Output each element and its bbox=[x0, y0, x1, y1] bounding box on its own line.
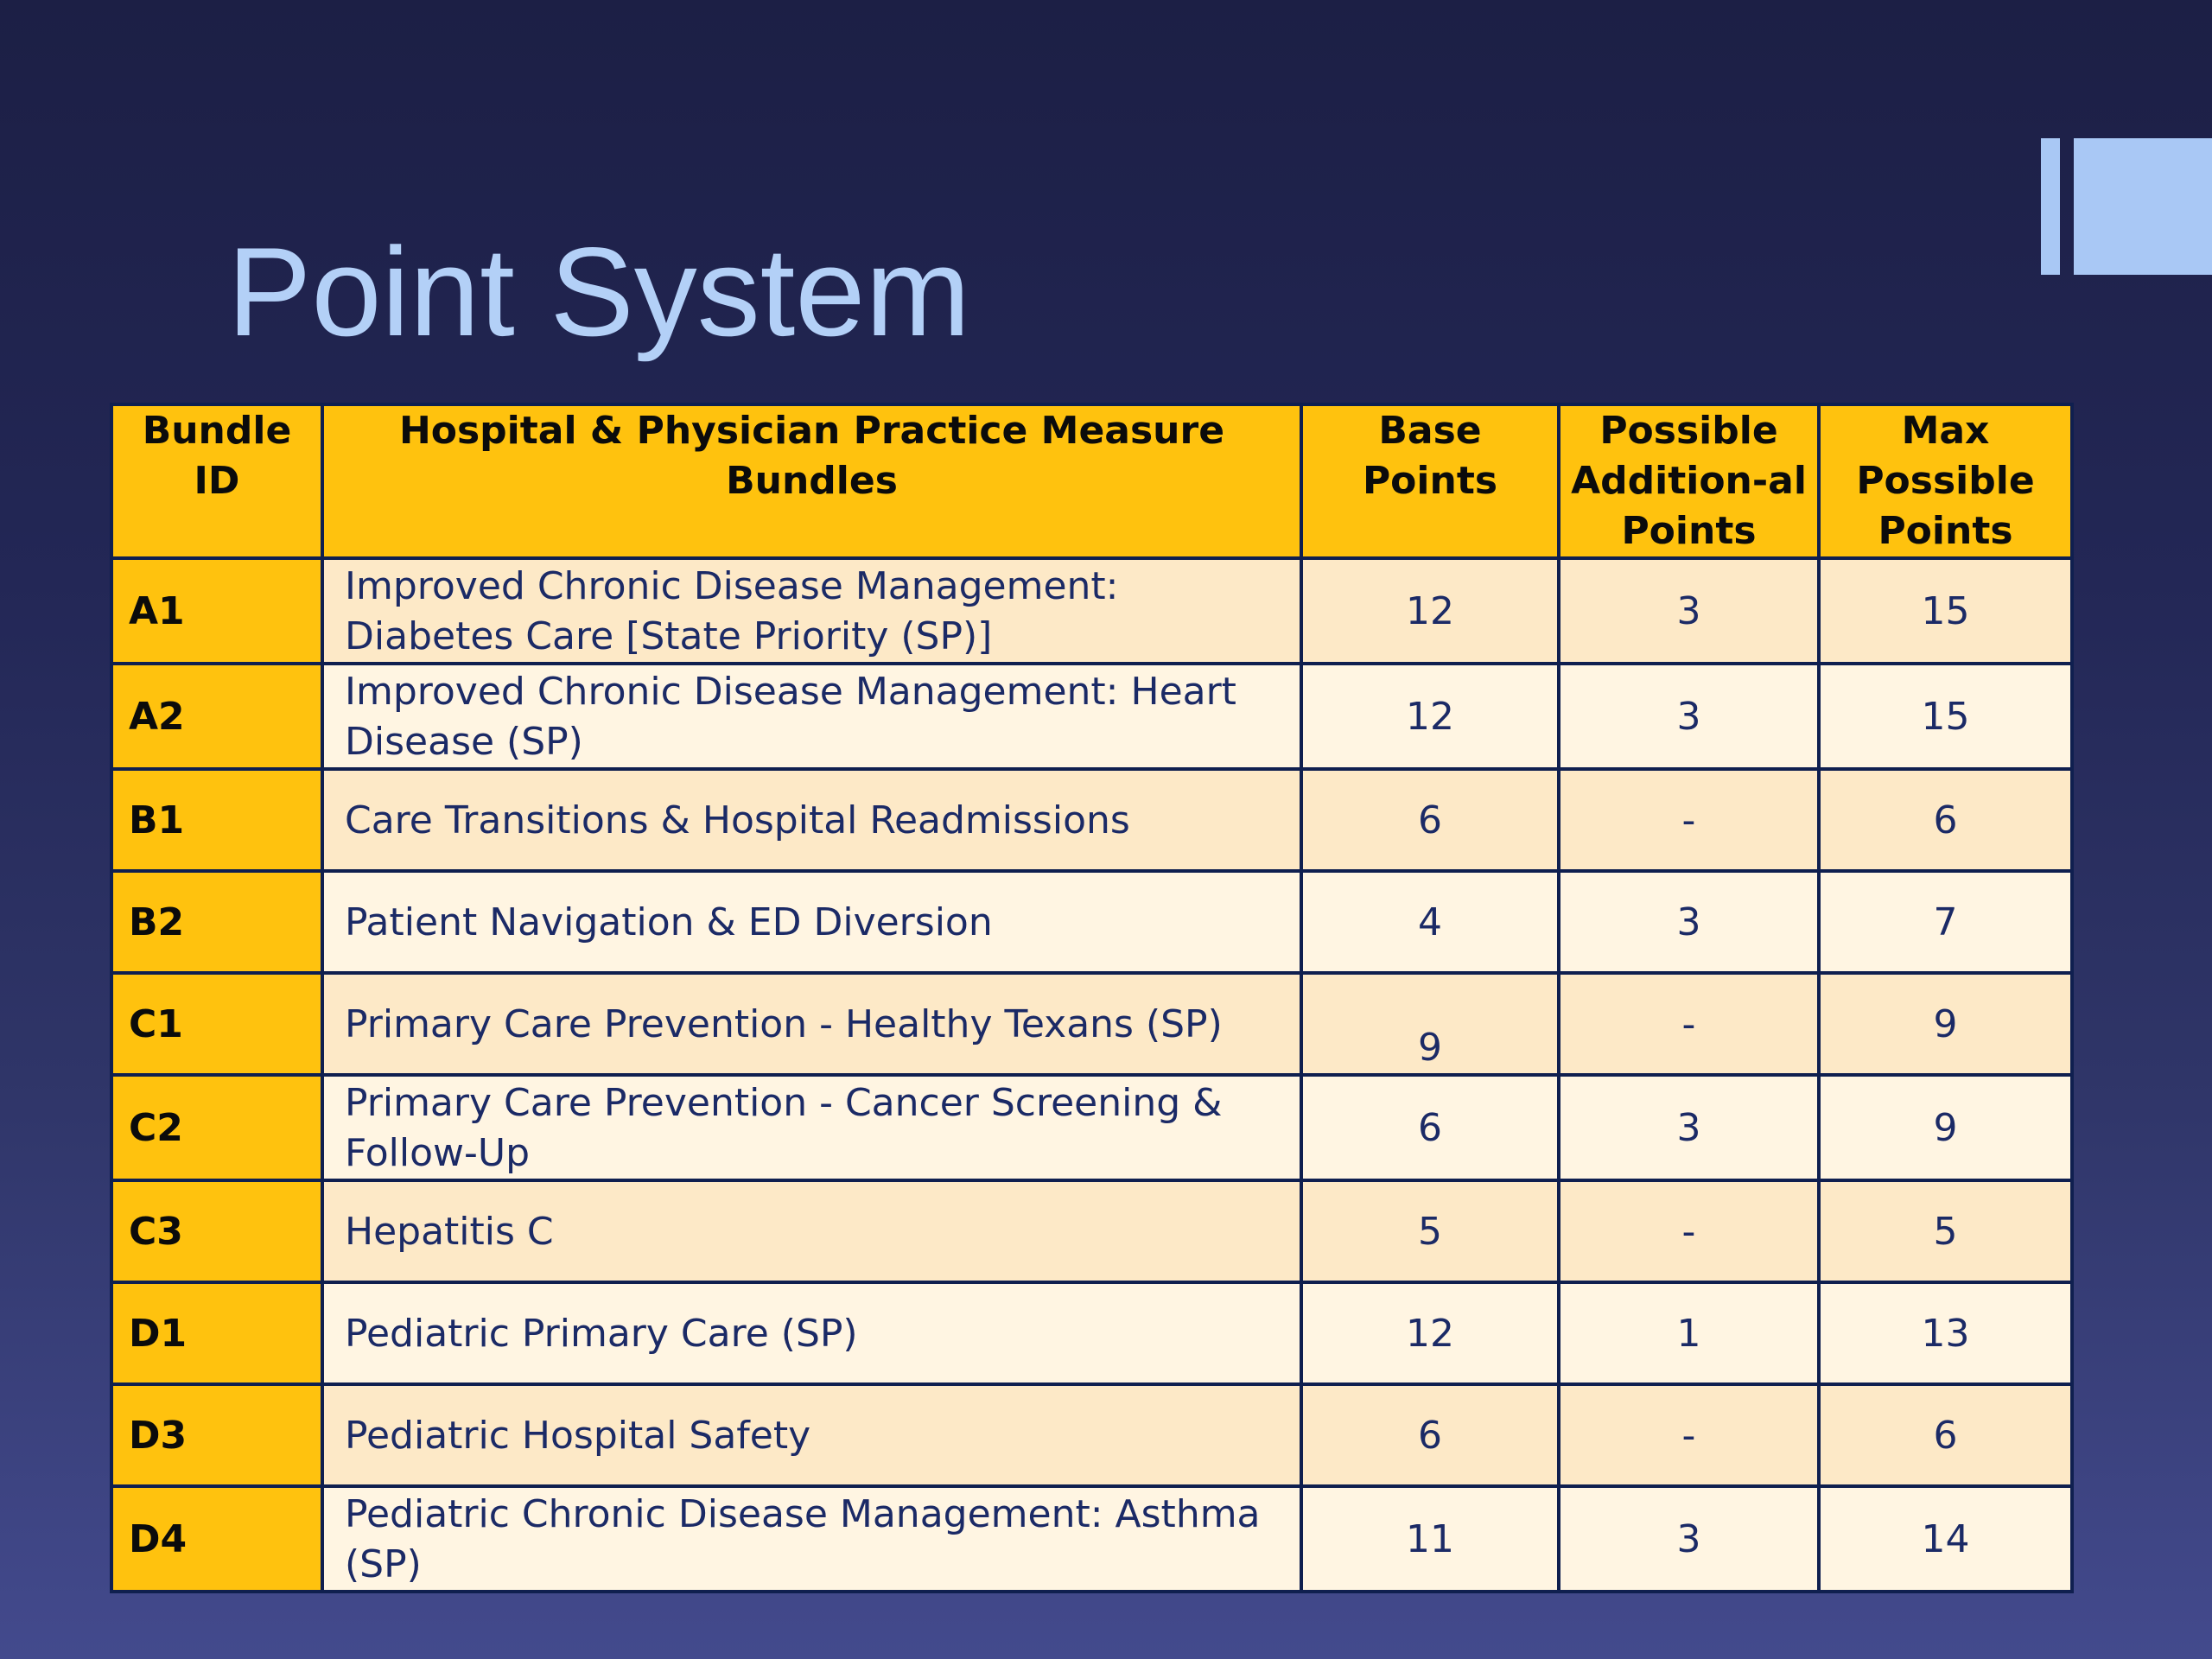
bundle-id-cell: A2 bbox=[111, 664, 322, 769]
bundle-name-cell: Care Transitions & Hospital Readmissions bbox=[322, 769, 1301, 871]
table-row bbox=[111, 769, 2072, 871]
table-row bbox=[111, 1180, 2072, 1282]
base-points-cell: 12 bbox=[1301, 558, 1559, 664]
additional-points-cell: 3 bbox=[1559, 1075, 1819, 1180]
header-base-points: Base Points bbox=[1301, 404, 1559, 558]
bundle-id-cell: C1 bbox=[111, 973, 322, 1075]
table-row bbox=[111, 871, 2072, 973]
additional-points-cell: 3 bbox=[1559, 558, 1819, 664]
additional-points-cell: 1 bbox=[1559, 1282, 1819, 1384]
base-points-cell: 5 bbox=[1301, 1180, 1559, 1282]
max-points-cell: 15 bbox=[1819, 664, 2072, 769]
max-points-cell: 14 bbox=[1819, 1486, 2072, 1592]
base-points-cell: 4 bbox=[1301, 871, 1559, 973]
bundle-id-cell: B1 bbox=[111, 769, 322, 871]
bundle-id-cell: D1 bbox=[111, 1282, 322, 1384]
table-row bbox=[111, 1282, 2072, 1384]
base-points-cell: 6 bbox=[1301, 1075, 1559, 1180]
bundle-name-cell: Pediatric Chronic Disease Management: Asthma (SP) bbox=[322, 1486, 1301, 1592]
additional-points-cell: 3 bbox=[1559, 871, 1819, 973]
additional-points-cell: 3 bbox=[1559, 664, 1819, 769]
base-points-cell: 11 bbox=[1301, 1486, 1559, 1592]
base-points-cell: 9 bbox=[1301, 973, 1559, 1075]
table-row bbox=[111, 558, 2072, 664]
base-points-cell: 12 bbox=[1301, 1282, 1559, 1384]
header-additional-points: Possible Addition-al Points bbox=[1559, 404, 1819, 558]
bundle-name-cell: Pediatric Hospital Safety bbox=[322, 1384, 1301, 1486]
decorative-accent-block bbox=[2074, 138, 2212, 275]
max-points-cell: 7 bbox=[1819, 871, 2072, 973]
header-bundle-id: Bundle ID bbox=[111, 404, 322, 558]
max-points-cell: 13 bbox=[1819, 1282, 2072, 1384]
bundle-id-cell: C3 bbox=[111, 1180, 322, 1282]
bundle-id-cell: A1 bbox=[111, 558, 322, 664]
bundle-id-cell: B2 bbox=[111, 871, 322, 973]
additional-points-cell: - bbox=[1559, 1180, 1819, 1282]
table-row bbox=[111, 1075, 2072, 1180]
bundle-name-cell: Improved Chronic Disease Management: Heart Disease (SP) bbox=[322, 664, 1301, 769]
bundle-name-cell: Primary Care Prevention - Healthy Texans (SP) bbox=[322, 973, 1301, 1075]
table-header-row bbox=[111, 404, 2072, 558]
bundle-name-cell: Patient Navigation & ED Diversion bbox=[322, 871, 1301, 973]
bundle-name-cell: Hepatitis C bbox=[322, 1180, 1301, 1282]
bundle-name-cell: Improved Chronic Disease Management: Diabetes Care [State Priority (SP)] bbox=[322, 558, 1301, 664]
base-points-cell: 12 bbox=[1301, 664, 1559, 769]
max-points-cell: 9 bbox=[1819, 1075, 2072, 1180]
additional-points-cell: - bbox=[1559, 769, 1819, 871]
max-points-cell: 6 bbox=[1819, 1384, 2072, 1486]
bundle-name-cell: Primary Care Prevention - Cancer Screening & Follow-Up bbox=[322, 1075, 1301, 1180]
decorative-accent-bar bbox=[2041, 138, 2060, 275]
max-points-cell: 15 bbox=[1819, 558, 2072, 664]
table-row bbox=[111, 664, 2072, 769]
table-row bbox=[111, 973, 2072, 1075]
max-points-cell: 9 bbox=[1819, 973, 2072, 1075]
bundle-name-cell: Pediatric Primary Care (SP) bbox=[322, 1282, 1301, 1384]
max-points-cell: 6 bbox=[1819, 769, 2072, 871]
additional-points-cell: 3 bbox=[1559, 1486, 1819, 1592]
header-max-points: Max Possible Points bbox=[1819, 404, 2072, 558]
base-points-cell: 6 bbox=[1301, 769, 1559, 871]
bundle-id-cell: C2 bbox=[111, 1075, 322, 1180]
bundle-id-cell: D3 bbox=[111, 1384, 322, 1486]
max-points-cell: 5 bbox=[1819, 1180, 2072, 1282]
table-row bbox=[111, 1384, 2072, 1486]
additional-points-cell: - bbox=[1559, 1384, 1819, 1486]
table-row bbox=[111, 1486, 2072, 1592]
additional-points-cell: - bbox=[1559, 973, 1819, 1075]
base-points-cell: 6 bbox=[1301, 1384, 1559, 1486]
slide-title: Point System bbox=[227, 221, 971, 362]
bundle-id-cell: D4 bbox=[111, 1486, 322, 1592]
header-measure-bundles: Hospital & Physician Practice Measure Bundles bbox=[322, 404, 1301, 558]
point-system-table bbox=[110, 403, 2074, 1593]
